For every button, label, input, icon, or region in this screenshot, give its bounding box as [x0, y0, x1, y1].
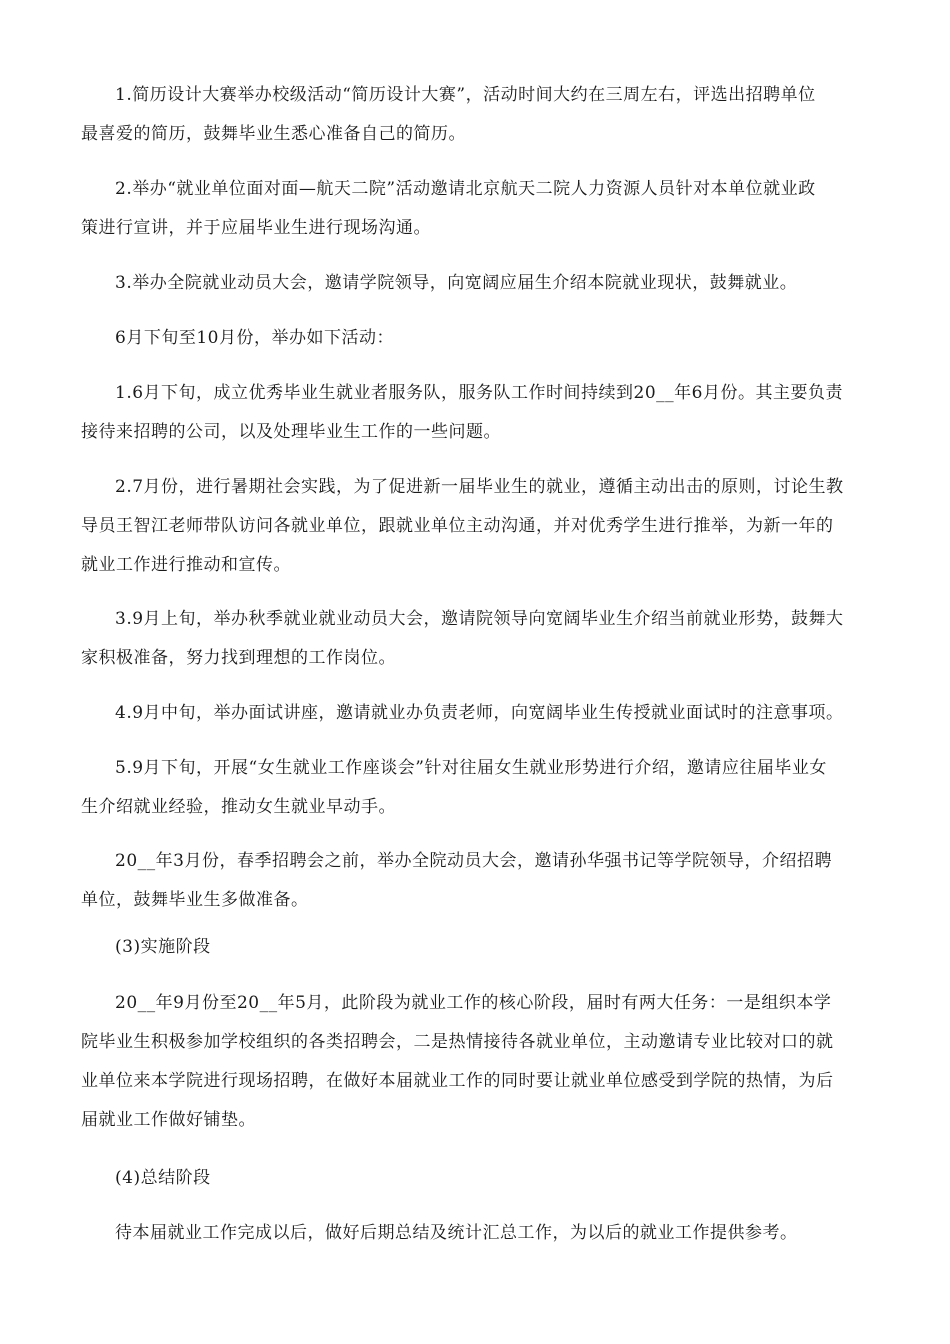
paragraph-interview-lecture	[115, 694, 855, 733]
paragraph-line: 就业工作进行推动和宣传。	[81, 555, 291, 575]
section-heading-summary	[115, 1159, 855, 1198]
paragraph-line: 5.9月下旬，开展“女生就业工作座谈会”针对往届女生就业形势进行介绍，邀请应往届毕业女	[115, 758, 827, 778]
paragraph-implementation-body	[81, 984, 855, 1140]
paragraph-line: 届就业工作做好铺垫。	[81, 1110, 256, 1130]
paragraph-line: 3.9月上旬，举办秋季就业就业动员大会，邀请院领导向宽阔毕业生介绍当前就业形势，鼓舞大	[115, 609, 844, 629]
paragraph-line: 1.简历设计大赛举办校级活动“简历设计大赛”，活动时间大约在三周左右，评选出招聘单位	[115, 85, 816, 105]
paragraph-line: 生介绍就业经验，推动女生就业早动手。	[81, 797, 396, 817]
paragraph-resume-contest	[81, 76, 855, 154]
paragraph-line: 业单位来本学院进行现场招聘，在做好本届就业工作的同时要让就业单位感受到学院的热情，为后	[81, 1071, 834, 1091]
paragraph-service-team	[81, 374, 855, 452]
paragraph-line: 家积极准备，努力找到理想的工作岗位。	[81, 648, 396, 668]
paragraph-spring-fair	[81, 842, 855, 920]
paragraph-line: (4)总结阶段	[115, 1168, 211, 1188]
paragraph-line: 接待来招聘的公司，以及处理毕业生工作的一些问题。	[81, 422, 501, 442]
paragraph-summary-body	[115, 1214, 855, 1253]
paragraph-line: 2.7月份，进行暑期社会实践，为了促进新一届毕业生的就业，遵循主动出击的原则，讨论生教	[115, 477, 844, 497]
paragraph-line: 20__年9月份至20__年5月，此阶段为就业工作的核心阶段，届时有两大任务：一是组织本学	[115, 993, 832, 1013]
paragraph-aerospace-event	[81, 170, 855, 248]
paragraph-autumn-mobilization	[81, 600, 855, 678]
paragraph-line: 待本届就业工作完成以后，做好后期总结及统计汇总工作，为以后的就业工作提供参考。	[115, 1223, 798, 1243]
paragraph-mobilization-meeting	[115, 264, 855, 303]
paragraph-line: 院毕业生积极参加学校组织的各类招聘会，二是热情接待各就业单位，主动邀请专业比较对口的就	[81, 1032, 834, 1052]
paragraph-summer-practice	[81, 468, 855, 585]
paragraph-women-forum	[81, 749, 855, 827]
paragraph-line: 4.9月中旬，举办面试讲座，邀请就业办负责老师，向宽阔毕业生传授就业面试时的注意事项。	[115, 703, 844, 723]
paragraph-june-october-heading	[115, 319, 855, 358]
paragraph-line: 单位，鼓舞毕业生多做准备。	[81, 890, 309, 910]
paragraph-line: 2.举办“就业单位面对面—航天二院”活动邀请北京航天二院人力资源人员针对本单位就业政	[115, 179, 816, 199]
section-heading-implementation	[115, 928, 855, 967]
paragraph-line: 策进行宣讲，并于应届毕业生进行现场沟通。	[81, 218, 431, 238]
paragraph-line: 导员王智江老师带队访问各就业单位，跟就业单位主动沟通，并对优秀学生进行推举，为新一年的	[81, 516, 834, 536]
paragraph-line: 1.6月下旬，成立优秀毕业生就业者服务队，服务队工作时间持续到20__年6月份。其主要负责	[115, 383, 843, 403]
paragraph-line: 3.举办全院就业动员大会，邀请学院领导，向宽阔应届生介绍本院就业现状，鼓舞就业。	[115, 273, 798, 293]
paragraph-line: 20__年3月份，春季招聘会之前，举办全院动员大会，邀请孙华强书记等学院领导，介绍招聘	[115, 851, 832, 871]
paragraph-line: 6月下旬至10月份，举办如下活动：	[115, 328, 394, 348]
paragraph-line: 最喜爱的简历，鼓舞毕业生悉心准备自己的简历。	[81, 124, 466, 144]
paragraph-line: (3)实施阶段	[115, 937, 211, 957]
